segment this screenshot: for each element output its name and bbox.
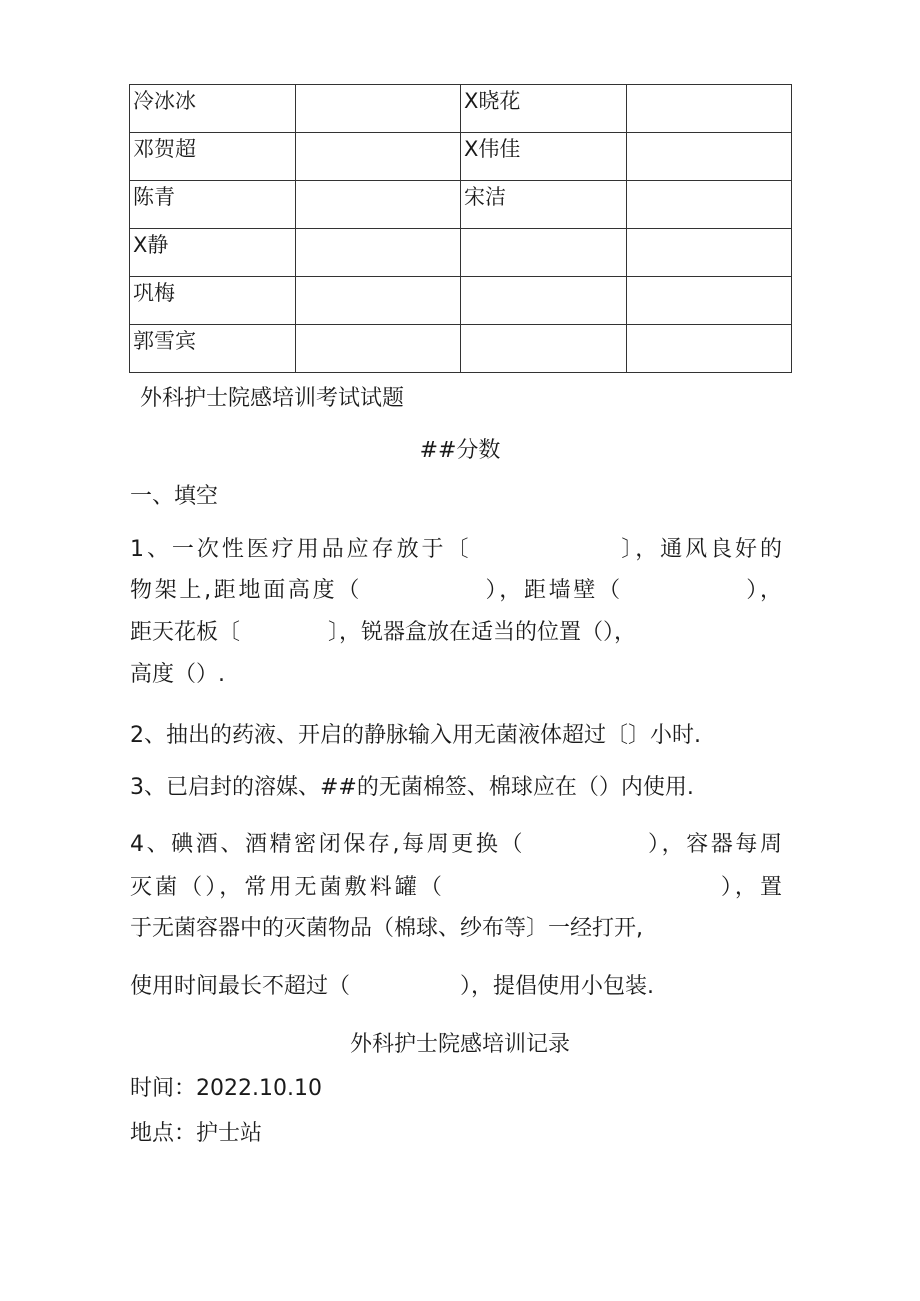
question-1-line-1: 1、一次性医疗用品应存放于〔 〕，通风良好的 [130, 537, 782, 562]
table-row [130, 277, 792, 325]
question-4-line-4: 使用时间最长不超过（ ），提倡使用小包装. [130, 974, 654, 999]
question-1-line-4: 高度（）. [130, 662, 225, 687]
table-cell [461, 229, 627, 277]
table-cell [627, 229, 792, 277]
table-cell [627, 325, 792, 373]
record-place: 地点：护士站 [130, 1121, 263, 1146]
score-line: ##分数 [419, 438, 501, 463]
table-cell [296, 85, 461, 133]
table-row [130, 85, 792, 133]
roster-table [129, 84, 792, 373]
table-cell: 宋洁 [461, 181, 627, 229]
question-3: 3、已启封的溶媒、##的无菌棉签、棉球应在（）内使用. [130, 775, 694, 800]
table-cell: X伟佳 [461, 133, 627, 181]
roster-table-body [130, 85, 792, 373]
table-cell: X静 [130, 229, 296, 277]
table-row [130, 229, 792, 277]
record-time: 时间：2022.10.10 [130, 1076, 322, 1101]
table-cell [296, 229, 461, 277]
exam-title: 外科护士院感培训考试试题 [140, 386, 405, 411]
table-cell: 郭雪宾 [130, 325, 296, 373]
table-cell [627, 85, 792, 133]
table-row [130, 181, 792, 229]
table-row [130, 325, 792, 373]
table-cell: 冷冰冰 [130, 85, 296, 133]
table-cell: 巩梅 [130, 277, 296, 325]
table-cell: 邓贺超 [130, 133, 296, 181]
table-cell [627, 277, 792, 325]
table-cell: 陈青 [130, 181, 296, 229]
question-4-line-2: 灭菌（），常用无菌敷料罐（ ），置 [130, 875, 782, 900]
table-row [130, 133, 792, 181]
table-cell [627, 181, 792, 229]
table-cell [296, 181, 461, 229]
table-cell [296, 133, 461, 181]
question-1-line-3: 距天花板〔 〕，锐器盒放在适当的位置（）， [130, 620, 637, 645]
table-cell: X晓花 [461, 85, 627, 133]
question-4-line-1: 4、碘酒、酒精密闭保存,每周更换（ ），容器每周 [130, 832, 782, 857]
table-cell [296, 325, 461, 373]
table-cell [461, 325, 627, 373]
question-4-line-3: 于无菌容器中的灭菌物品（棉球、纱布等〕一经打开, [130, 916, 643, 941]
table-cell [627, 133, 792, 181]
table-cell [461, 277, 627, 325]
question-1-line-2: 物架上,距地面高度（ ），距墙壁（ ）， [130, 578, 782, 603]
section-heading: 一、填空 [130, 484, 219, 509]
question-2: 2、抽出的药液、开启的静脉输入用无菌液体超过〔〕小时. [130, 723, 701, 748]
record-title: 外科护士院感培训记录 [349, 1032, 570, 1057]
table-cell [296, 277, 461, 325]
